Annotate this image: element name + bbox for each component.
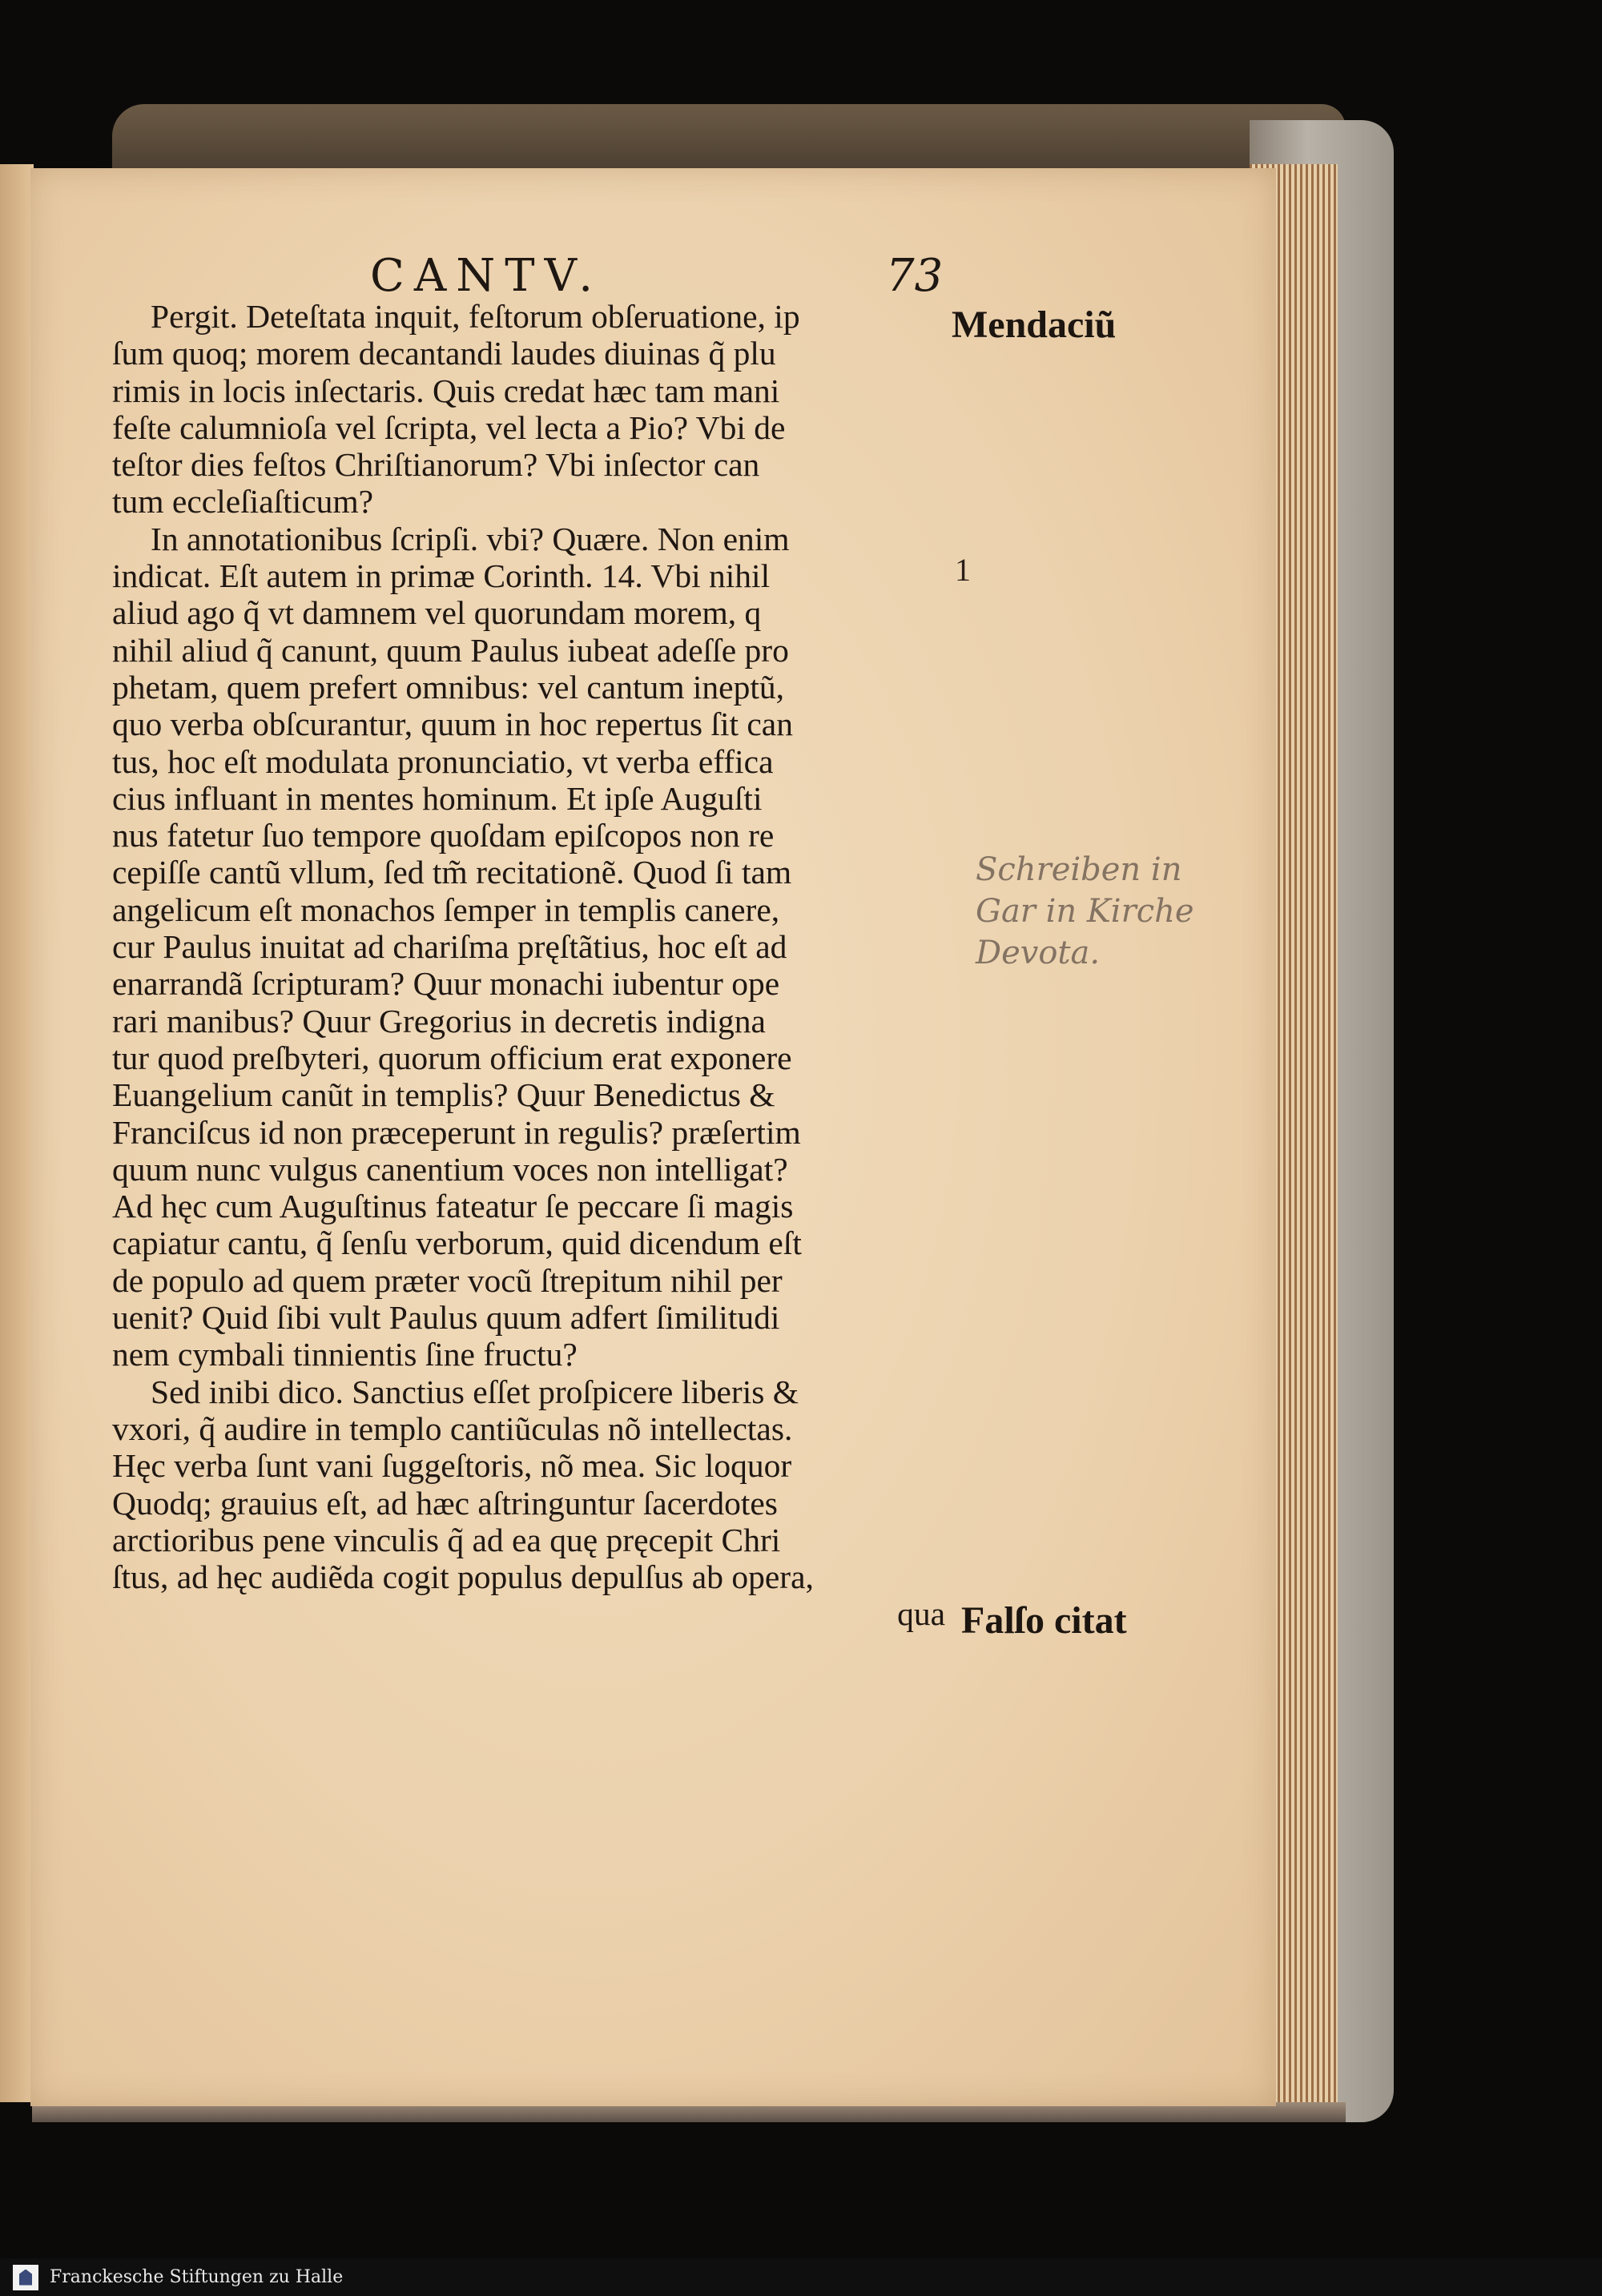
text-line: nem cymbali tinnientis ſine fructu? [112,1336,578,1373]
text-line: quum nunc vulgus canentium voces non intelligat? [112,1150,788,1188]
marginal-gloss-falso-citat: Falſo citat [961,1599,1127,1642]
running-title: CANTV. [370,250,603,302]
handwriting-line: Devota. [976,935,1101,971]
handwritten-annotation [976,849,1280,974]
text-line: enarrandã ſcripturam? Quur monachi iubentur ope [112,965,780,1003]
text-line: Quodq; grauius eſt, ad hæc aſtringuntur ſacerdotes [112,1484,778,1522]
text-line: rimis in locis inſectaris. Quis credat hæc tam mani [112,372,780,409]
facing-page-edge [0,164,34,2102]
text-line: Ad hęc cum Auguſtinus fateatur ſe peccare ſi magis [112,1188,794,1225]
main-text-block [112,298,945,1633]
text-line: indicat. Eſt autem in primæ Corinth. 14. Vbi nihil [112,557,771,595]
text-line: capiatur cantu, q̃ ſenſu verborum, quid dicendum eſt [112,1224,802,1262]
text-line: uenit? Quid ſibi vult Paulus quum adfert ſimilitudi [112,1299,780,1337]
catchword: qua [897,1595,945,1633]
text-line: vxori, q̃ audire in templo cantiũculas nõ intellectas. [112,1409,793,1447]
text-line: arctioribus pene vinculis q̃ ad ea quę pręcepit Chri [112,1521,781,1558]
text-line: ſum quoq; morem decantandi laudes diuinas q̃ plu [112,335,776,372]
text-line: feſte calumnioſa vel ſcripta, vel lecta a Pio? Vbi de [112,408,786,446]
handwriting-line: Gar in Kirche [976,893,1194,930]
marginal-gloss-mendacium: Mendaciũ [952,304,1117,346]
text-line: cur Paulus inuitat ad chariſma pręſtãtius, hoc eſt ad [112,928,787,966]
text-line: quo verba obſcurantur, quum in hoc repertus ſit can [112,706,793,743]
footer-bar [0,2258,1602,2296]
text-line: Euangelium canũt in templis? Quur Benedictus & [112,1076,775,1114]
text-line: In annotationibus ſcripſi. vbi? Quære. Non enim [151,520,790,557]
text-line: Hęc verba ſunt vani ſuggeſtoris, nõ mea. Sic loquor [112,1447,792,1485]
text-line: ſtus, ad hęc audiẽda cogit populus depulſus ab opera, [112,1558,814,1596]
text-line: teſtor dies feſtos Chriſtianorum? Vbi inſector can [112,446,760,484]
book-cover-top [112,104,1346,176]
marginal-mark: 1 [955,552,971,588]
text-line: angelicum eſt monachos ſemper in templis canere, [112,891,780,928]
institution-logo-icon [13,2265,38,2290]
text-line: tus, hoc eſt modulata pronunciatio, vt verba effica [112,742,774,780]
footer-institution: Franckesche Stiftungen zu Halle [50,2267,344,2287]
text-line: phetam, quem prefert omnibus: vel cantum ineptũ, [112,668,784,706]
text-line: cius influant in mentes hominum. Et ipſe Auguſti [112,779,763,817]
text-line: Pergit. Deteſtata inquit, feſtorum obſeruatione, ip [151,298,800,335]
text-line: nus fatetur ſuo tempore quoſdam epiſcopos non re [112,817,775,854]
text-line: nihil aliud q̃ canunt, quum Paulus iubeat adeſſe pro [112,631,789,669]
text-line: aliud ago q̃ vt damnem vel quorundam morem, q [112,594,762,632]
text-line: tur quod preſbyteri, quorum officium erat exponere [112,1039,792,1076]
text-line: de populo ad quem præter vocũ ſtrepitum nihil per [112,1261,783,1299]
handwriting-line: Schreiben in [976,851,1182,888]
text-line: Franciſcus id non præceperunt in regulis? præſertim [112,1113,801,1151]
text-line: tum eccleſiaſticum? [112,483,374,521]
text-line: rari manibus? Quur Gregorius in decretis indigna [112,1002,766,1039]
page-number: 73 [886,250,944,302]
text-line: cepiſſe cantũ vllum, ſed tm̃ recitationẽ. Quod ſi tam [112,854,792,891]
text-line: Sed inibi dico. Sanctius eſſet proſpicere liberis & [151,1373,799,1410]
